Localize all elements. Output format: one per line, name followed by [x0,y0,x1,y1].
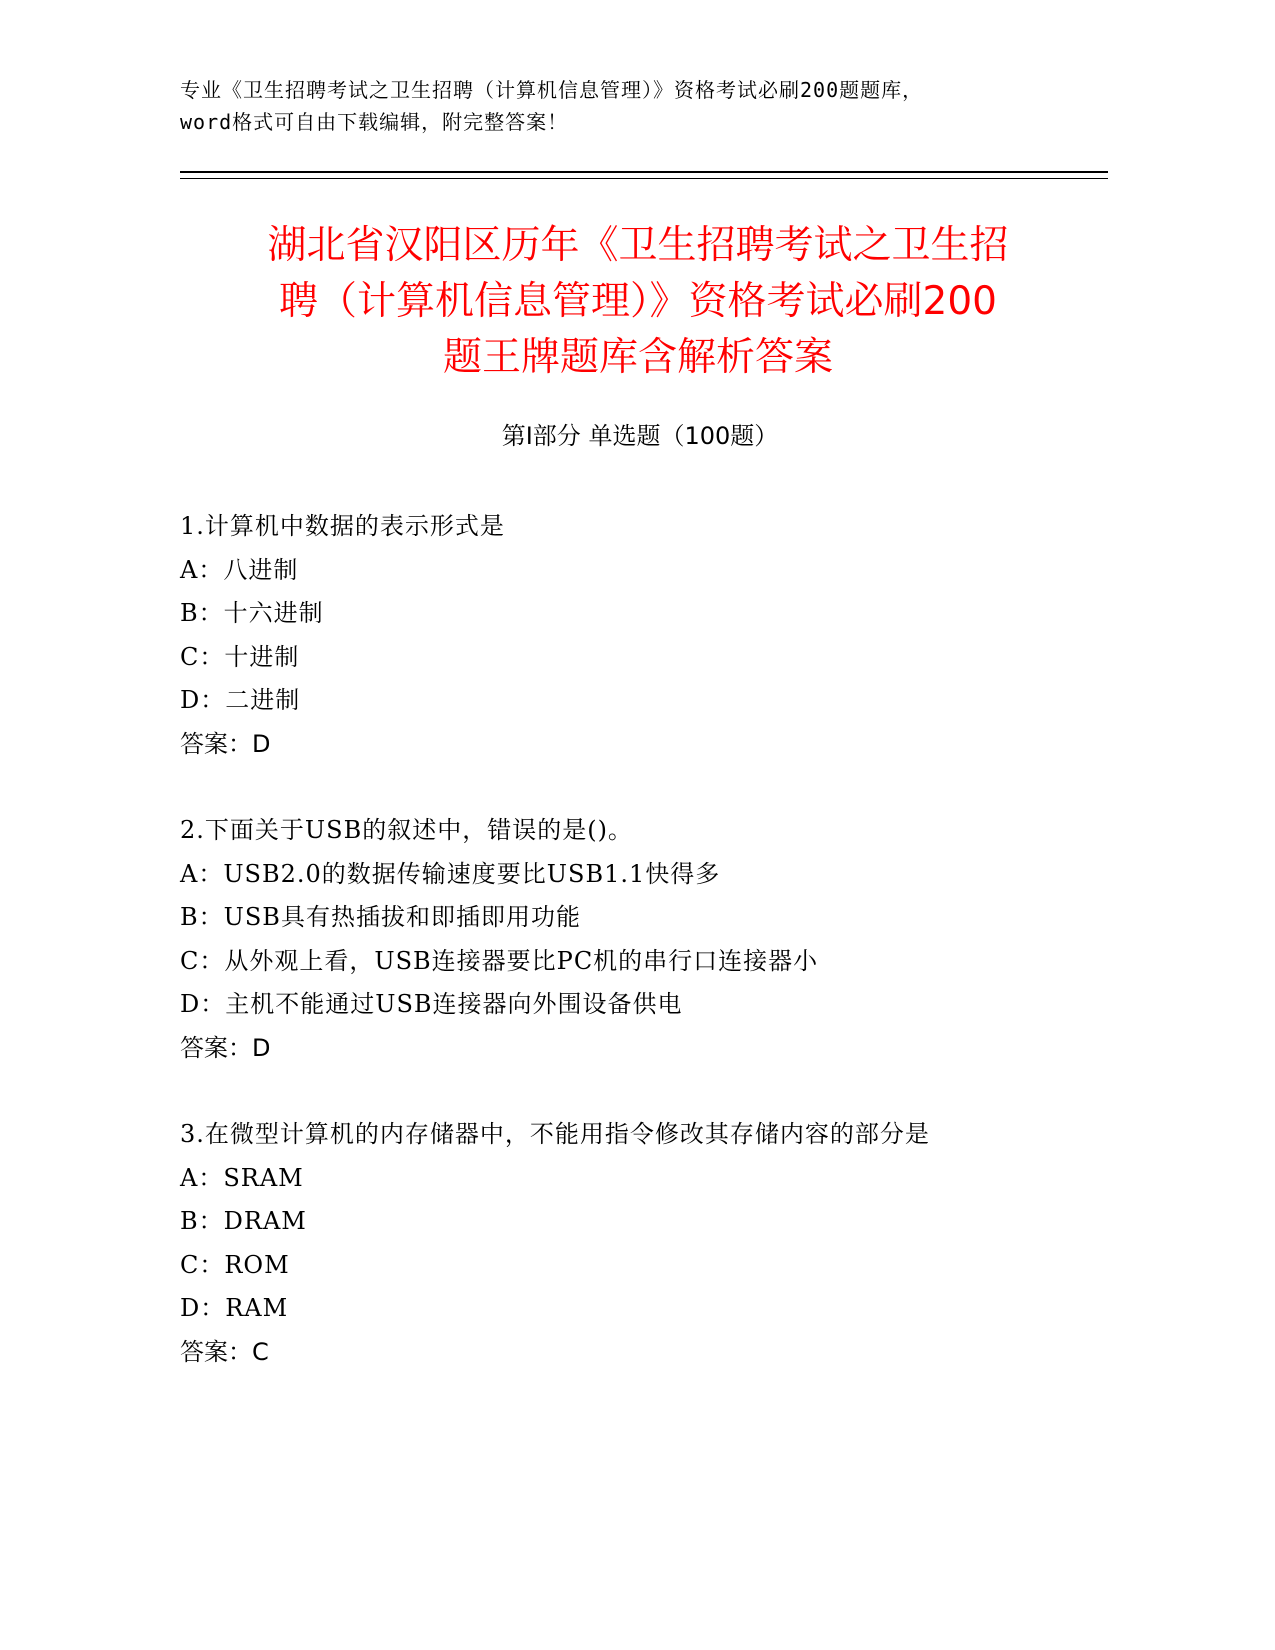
title-line-3: 题王牌题库含解析答案 [442,335,833,380]
answer: 答案：D [180,1033,271,1062]
header-line-2: word格式可自由下载编辑，附完整答案！ [180,110,569,134]
title-line-1: 湖北省汉阳区历年《卫生招聘考试之卫生招 [267,223,1009,268]
option-b: B：DRAM [180,1207,307,1235]
question-list [180,505,1100,1417]
option-c: C：ROM [180,1250,290,1279]
option-d: D：RAM [180,1294,289,1322]
answer: 答案：C [180,1337,269,1366]
option-a: A：SRAM [180,1163,304,1192]
option-a: A：USB2.0的数据传输速度要比USB1.1快得多 [180,859,721,888]
option-c: C：从外观上看，USB连接器要比PC机的串行口连接器小 [180,946,819,975]
header-divider-thin [180,178,1108,179]
answer: 答案：D [180,729,271,758]
section-title: 第Ⅰ部分 单选题（100题） [501,422,779,450]
page-header [180,74,1100,138]
question-stem: 2.下面关于USB的叙述中，错误的是()。 [180,816,633,844]
option-a: A：八进制 [180,555,299,584]
option-d: D：二进制 [180,686,301,714]
question-stem: 3.在微型计算机的内存储器中，不能用指令修改其存储内容的部分是 [180,1120,930,1148]
option-d: D：主机不能通过USB连接器向外围设备供电 [180,990,683,1018]
question-stem: 1.计算机中数据的表示形式是 [180,512,505,540]
header-divider-thick [180,171,1108,173]
question-item [180,505,1100,766]
document-title [188,218,1088,386]
option-c: C：十进制 [180,642,300,671]
question-item [180,1113,1100,1374]
question-item [180,809,1100,1070]
option-b: B：USB具有热插拔和即插即用功能 [180,903,581,931]
option-b: B：十六进制 [180,599,324,627]
header-line-1: 专业《卫生招聘考试之卫生招聘（计算机信息管理）》资格考试必刷200题题库， [180,78,924,102]
title-line-2: 聘（计算机信息管理）》资格考试必刷200 [279,279,997,324]
